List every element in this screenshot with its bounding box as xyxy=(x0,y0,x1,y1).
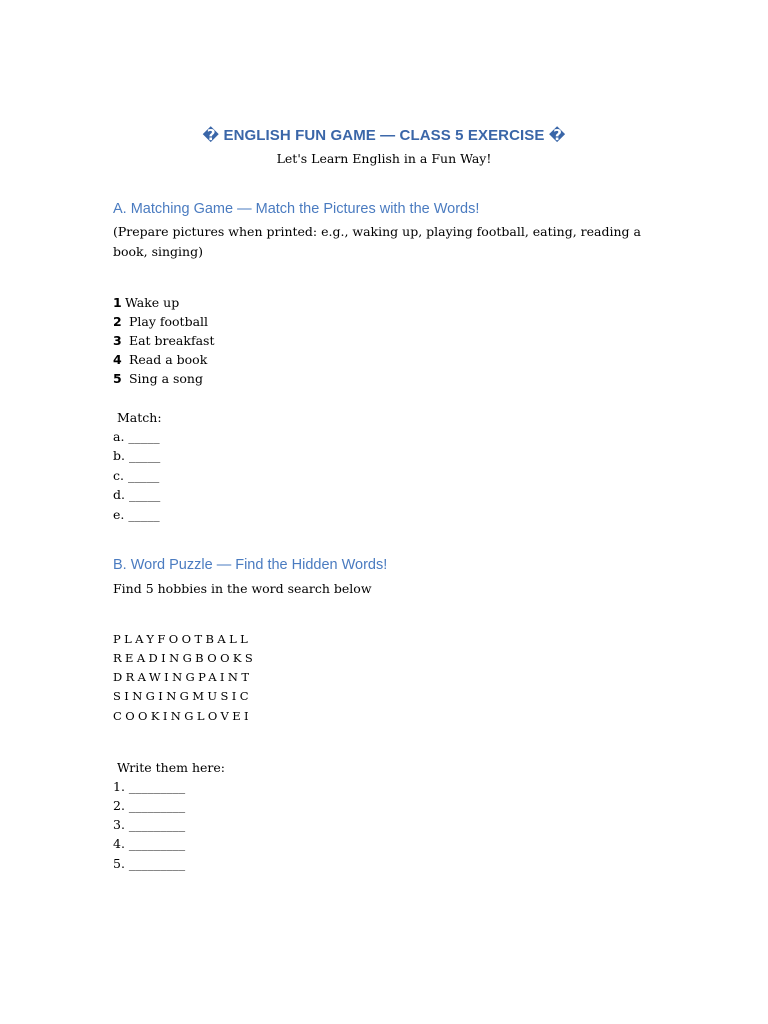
item-text: Sing a song xyxy=(128,371,203,386)
section-a-note: (Prepare pictures when printed: e.g., waking up, playing football, eating, reading a book, singing) xyxy=(113,224,641,259)
section-a-heading: A. Matching Game — Match the Pictures with the Words! xyxy=(113,201,480,217)
item-text: Eat breakfast xyxy=(128,333,215,348)
match-row[interactable]: b. _____ xyxy=(113,448,161,463)
word-grid-row: DRAWINGPAINT xyxy=(113,670,253,684)
word-grid-row: READINGBOOKS xyxy=(113,651,257,665)
write-label: Write them here: xyxy=(117,760,225,775)
list-item xyxy=(113,312,208,331)
item-number: 1 xyxy=(113,295,122,310)
item-text: Read a book xyxy=(128,352,208,367)
word-grid-row: SINGINGMUSIC xyxy=(113,689,252,703)
item-number: 3 xyxy=(113,333,122,348)
match-row[interactable]: a. _____ xyxy=(113,429,160,444)
answer-row[interactable]: 2. _________ xyxy=(113,798,186,813)
item-number: 4 xyxy=(113,352,122,367)
item-text: Play football xyxy=(128,314,209,329)
item-number: 5 xyxy=(113,371,122,386)
list-item xyxy=(113,293,179,312)
section-b-instruction: Find 5 hobbies in the word search below xyxy=(113,581,372,596)
list-item xyxy=(113,369,203,388)
item-text: Wake up xyxy=(125,295,180,310)
list-item xyxy=(113,331,214,350)
item-number: 2 xyxy=(113,314,122,329)
page-title: � ENGLISH FUN GAME — CLASS 5 EXERCISE � xyxy=(202,127,566,144)
answer-row[interactable]: 4. _________ xyxy=(113,836,186,851)
word-grid-row: COOKINGLOVEI xyxy=(113,709,252,723)
match-row[interactable]: d. _____ xyxy=(113,487,161,502)
answer-row[interactable]: 5. _________ xyxy=(113,856,186,871)
match-label: Match: xyxy=(117,410,162,425)
match-row[interactable]: c. _____ xyxy=(113,468,160,483)
page-subtitle: Let's Learn English in a Fun Way! xyxy=(276,151,492,166)
section-b-heading: B. Word Puzzle — Find the Hidden Words! xyxy=(113,557,388,573)
list-item xyxy=(113,350,207,369)
match-row[interactable]: e. _____ xyxy=(113,507,160,522)
word-grid-row: PLAYFOOTBALL xyxy=(113,632,252,646)
answer-row[interactable]: 1. _________ xyxy=(113,779,186,794)
answer-row[interactable]: 3. _________ xyxy=(113,817,186,832)
